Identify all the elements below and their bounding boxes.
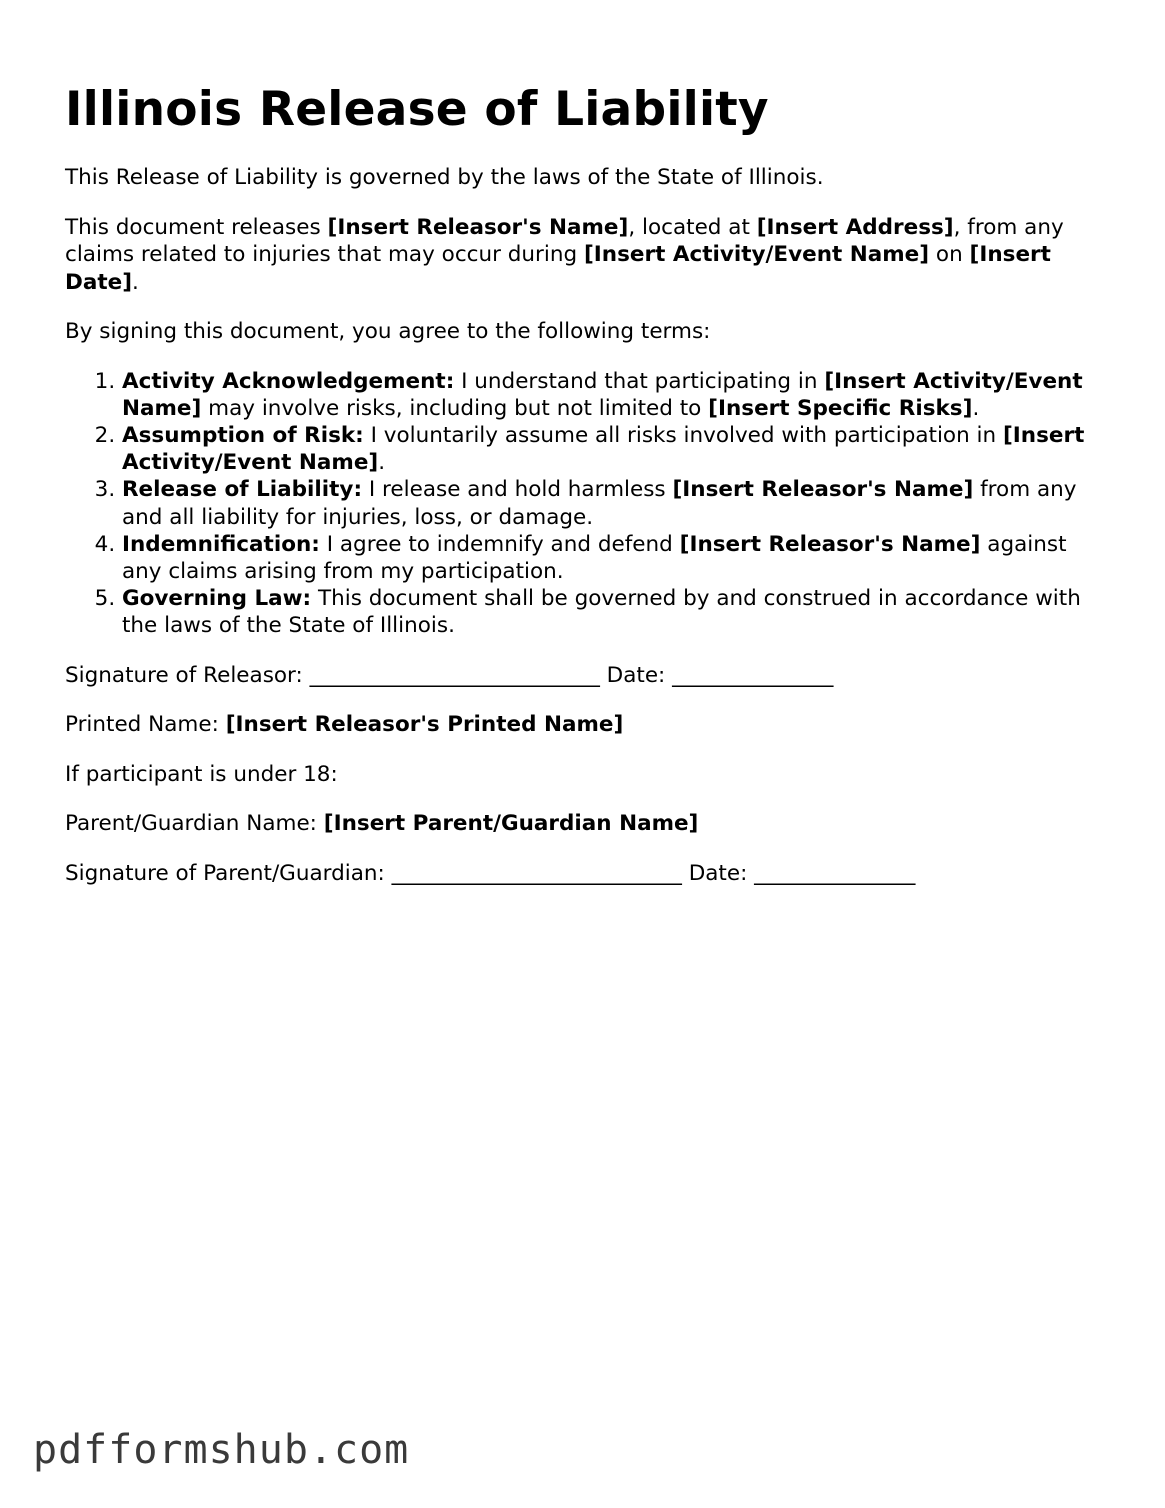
term-placeholder: [Insert Releasor's Name] xyxy=(679,531,981,557)
term-text: I release and hold harmless xyxy=(362,477,673,503)
release-text-3: , from any claims related to injuries that may occur during xyxy=(65,214,1064,267)
term-heading: Assumption of Risk: xyxy=(122,422,364,448)
term-text: . xyxy=(378,450,386,476)
term-text: . xyxy=(972,395,980,421)
guardian-name-label: Parent/Guardian Name: xyxy=(65,811,324,837)
term-indemnification xyxy=(122,531,1105,585)
document-page xyxy=(65,78,1105,909)
term-text: may involve risks, including but not limited to xyxy=(201,395,709,421)
term-heading: Indemnification: xyxy=(122,531,320,557)
release-text-1: This document releases xyxy=(65,214,328,240)
release-text-4: on xyxy=(929,242,970,267)
term-assumption-of-risk xyxy=(122,422,1105,476)
term-placeholder: [Insert Activity/Event Name] xyxy=(122,368,1083,421)
term-text: I agree to indemnify and defend xyxy=(319,531,680,557)
term-text: This document shall be governed by and construed in accordance with the laws of the State of Illinois. xyxy=(122,586,1081,639)
printed-name-placeholder: [Insert Releasor's Printed Name] xyxy=(225,712,624,738)
intro-paragraph: This Release of Liability is governed by the laws of the State of Illinois. xyxy=(65,165,824,190)
term-heading: Governing Law: xyxy=(122,586,312,612)
term-heading: Release of Liability: xyxy=(122,477,363,503)
term-text: against any claims arising from my participation. xyxy=(122,531,1067,584)
term-text: I understand that participating in xyxy=(454,368,825,394)
term-governing-law xyxy=(122,585,1105,639)
term-text: I voluntarily assume all risks involved with participation in xyxy=(363,422,1003,448)
release-paragraph xyxy=(65,214,1105,297)
guardian-name-placeholder: [Insert Parent/Guardian Name] xyxy=(323,811,699,837)
terms-intro: By signing this document, you agree to the following terms: xyxy=(65,319,711,344)
term-text: from any and all liability for injuries, loss, or damage. xyxy=(122,477,1077,530)
guardian-signature-line: Signature of Parent/Guardian: ___________________________ Date: _______________ xyxy=(65,860,916,886)
release-text-5: . xyxy=(132,269,139,295)
term-release-of-liability xyxy=(122,476,1105,530)
release-text-2: , located at xyxy=(628,214,757,240)
minor-note: If participant is under 18: xyxy=(65,761,338,787)
date-placeholder: [Insert Date] xyxy=(65,242,1051,295)
term-activity-acknowledgement xyxy=(122,368,1105,422)
guardian-name-line xyxy=(65,810,1105,838)
document-title: Illinois Release of Liability xyxy=(65,82,769,137)
releasor-name-placeholder: [Insert Releasor's Name] xyxy=(327,214,629,240)
term-placeholder: [Insert Releasor's Name] xyxy=(672,477,974,503)
printed-name-line xyxy=(65,711,1105,739)
address-placeholder: [Insert Address] xyxy=(756,214,954,240)
term-placeholder: [Insert Specific Risks] xyxy=(708,395,973,421)
term-heading: Activity Acknowledgement: xyxy=(122,368,455,394)
terms-list xyxy=(65,368,1105,640)
term-placeholder: [Insert Activity/Event Name] xyxy=(122,422,1085,476)
printed-name-label: Printed Name: xyxy=(65,712,226,738)
site-watermark: pdfformshub.com xyxy=(33,1427,410,1473)
releasor-signature-line: Signature of Releasor: ___________________________ Date: _______________ xyxy=(65,662,834,688)
activity-placeholder: [Insert Activity/Event Name] xyxy=(583,242,930,267)
